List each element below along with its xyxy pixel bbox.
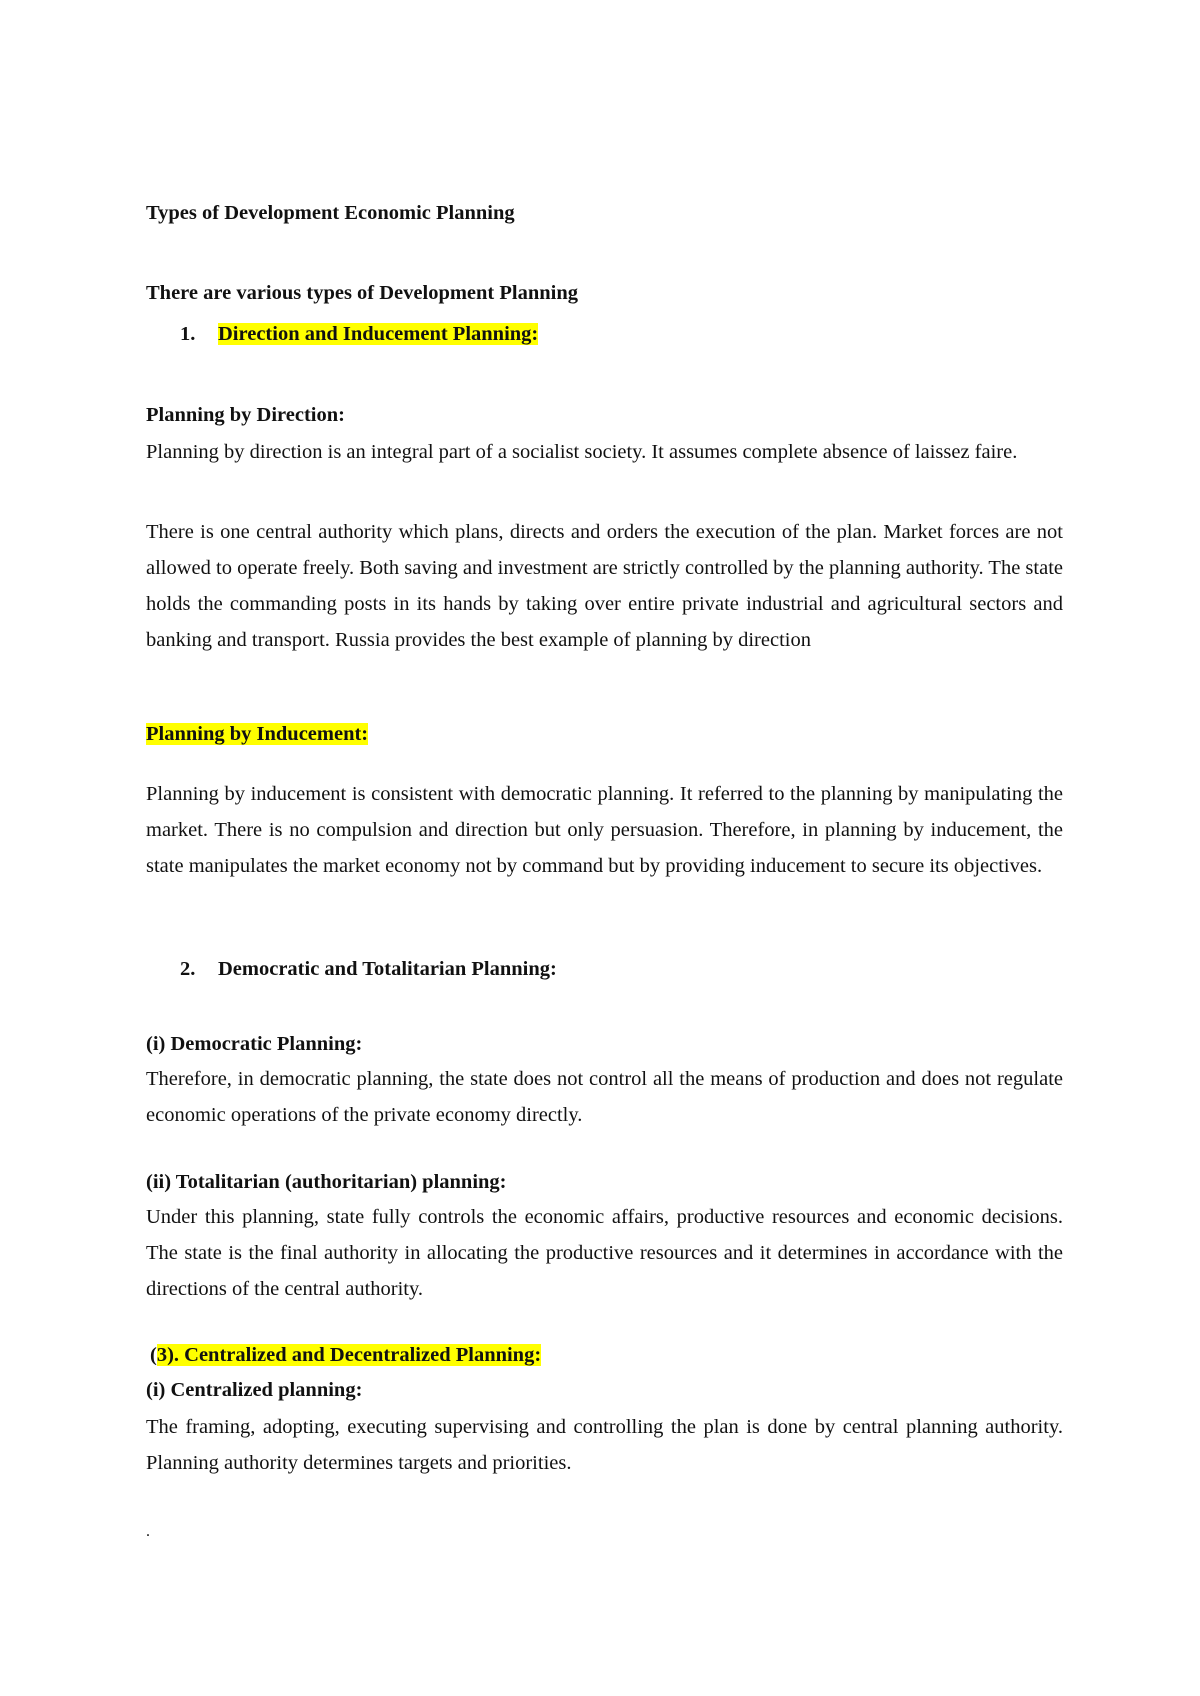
document-title: Types of Development Economic Planning [146,202,515,224]
section-3-heading [150,1343,541,1367]
intro-line: There are various types of Development Planning [146,282,579,304]
democratic-planning-heading: (i) Democratic Planning: [146,1033,363,1055]
section-3-heading-text: 3). Centralized and Decentralized Planning: [156,1344,542,1366]
section-1-heading [218,322,538,346]
section-1-number: 1. [180,323,196,345]
section-3-open-paren: ( [150,1344,157,1366]
trailing-mark: . [146,1523,150,1540]
planning-by-direction-para-2: There is one central authority which plans, directs and orders the execution of the plan. Market forces are not allowed to operate freely. Both saving and investment are strictly controlled by the planning authority. The state holds the commanding posts in its hands by taking over entire private industrial and agricultural sectors and banking and transport. Russia provides the best example of planning by direction [146,521,1063,651]
section-2-number: 2. [180,958,196,980]
centralized-planning-para: The framing, adopting, executing supervising and controlling the plan is done by central planning authority. Planning authority determines targets and priorities. [146,1416,1063,1474]
planning-by-inducement-heading-text: Planning by Inducement: [146,723,369,745]
totalitarian-planning-heading: (ii) Totalitarian (authoritarian) planning: [146,1171,507,1193]
planning-by-direction-heading: Planning by Direction: [146,404,345,426]
democratic-planning-para: Therefore, in democratic planning, the state does not control all the means of production and does not regulate economic operations of the private economy directly. [146,1068,1063,1126]
planning-by-inducement-para: Planning by inducement is consistent with democratic planning. It referred to the planning by manipulating the market. There is no compulsion and direction but only persuasion. Therefore, in planning by inducement, the state manipulates the market economy not by command but by providing inducement to secure its objectives. [146,783,1063,877]
centralized-planning-heading: (i) Centralized planning: [146,1379,363,1401]
planning-by-inducement-heading [146,722,368,746]
section-1-heading-text: Direction and Inducement Planning: [218,323,539,345]
planning-by-direction-para-1: Planning by direction is an integral part of a socialist society. It assumes complete absence of laissez faire. [146,441,1018,463]
section-2-heading: Democratic and Totalitarian Planning: [218,958,557,980]
totalitarian-planning-para: Under this planning, state fully controls the economic affairs, productive resources and economic decisions. The state is the final authority in allocating the productive resources and it determines in accordance with the directions of the central authority. [146,1206,1063,1300]
